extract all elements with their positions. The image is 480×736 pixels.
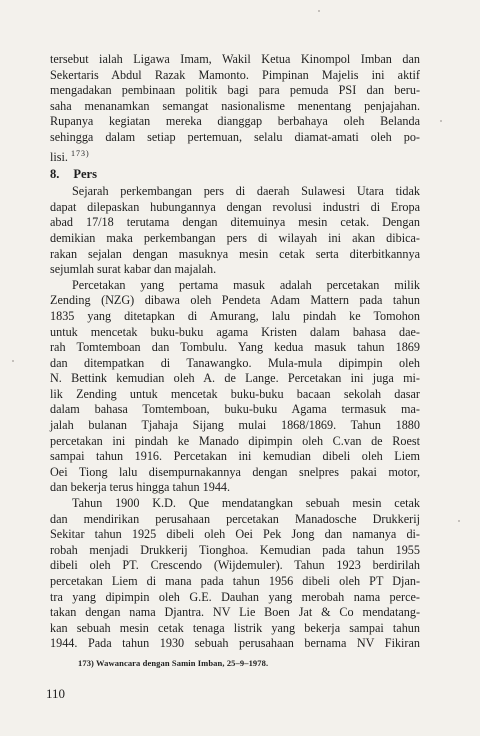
text-fragment: lisi. [50, 149, 68, 164]
text-line: Rupanya kegiatan mereka dianggap berbahaya oleh Belanda [50, 114, 420, 129]
text-line: rah Tomtemboan dan Tombulu. Yang kedua masuk tahun 1869 [50, 340, 420, 355]
text-line: dan mendirikan perusahaan percetakan Manadosche Drukkerij [50, 511, 420, 526]
text-line: tersebut ialah Ligawa Imam, Wakil Ketua Kinompol Imban dan [50, 52, 420, 66]
text-line-with-footnote [50, 146, 420, 166]
text-line: Percetakan yang pertama masuk adalah percetakan milik [72, 277, 420, 292]
text-line: 1835 yang ditetapkan di Amurang, lalu pindah ke Tomohon [50, 308, 420, 323]
scan-speck [458, 520, 460, 522]
text-line: Sekitar tahun 1925 dibeli oleh Oei Pek Jong dan namanya di- [50, 527, 420, 542]
scan-speck [440, 120, 442, 122]
text-line: percetakan Liem di mana pada tahun 1956 dibeli oleh PT Djan- [50, 574, 420, 588]
page-number: 110 [46, 686, 66, 701]
text-line: untuk mencetak buku-buku agama Kristen dalam bahasa dae- [50, 324, 420, 339]
text-line: Sejarah perkembangan pers di daerah Sulawesi Utara tidak [72, 184, 420, 199]
text-line: percetakan ini pindah ke Manado dipimpin oleh C.van de Roest [50, 433, 420, 448]
scan-speck [12, 360, 14, 362]
text-line: kan sebuah mesin cetak tenaga listrik yang bekerja sampai tahun [50, 620, 420, 635]
text-line: saha menanamkan semangat nasionalisme menentang penjajahan. [50, 98, 420, 113]
scan-speck [318, 10, 320, 12]
text-line: sehingga dalam setiap pertemuan, selalu diamat-amati oleh po- [50, 129, 420, 144]
text-line: tra yang dipimpin oleh G.E. Dauhan yang merobah nama perce- [50, 589, 420, 604]
paragraph-3 [50, 496, 420, 652]
text-line: dan bekerja terus hingga tahun 1944. [50, 480, 231, 495]
text-line: robah menjadi Drukkerij Tionghoa. Kemudian pada tahun 1955 [50, 542, 420, 557]
text-line: takan dengan nama Djantra. NV Lie Boen Jat & Co mendatang- [50, 605, 420, 620]
text-line: dalam bahasa Tomtemboan, buku-buku Agama termasuk ma- [50, 402, 420, 417]
paragraph-1 [50, 184, 420, 278]
text-line: dibeli oleh PT. Crescendo (Wijdemuler). Tahun 1923 berdirilah [50, 558, 420, 573]
section-title: Pers [73, 167, 97, 182]
section-heading [50, 167, 420, 182]
footnote-reference: 173) [71, 148, 90, 158]
text-line: sejumlah surat kabar dan majalah. [50, 262, 217, 277]
text-line: Sekertaris Abdul Razak Mamonto. Pimpinan Majelis ini aktif [50, 67, 420, 82]
text-line: lik Zending untuk mencetak buku-buku bacaan sekolah dasar [50, 386, 420, 401]
text-line: 1944. Pada tahun 1930 sebuah perusahaan bernama NV Fikiran [50, 636, 420, 651]
page-body [50, 52, 420, 652]
text-line: dapat dilepaskan hubungannya dengan revolusi industri di Eropa [50, 199, 420, 214]
intro-paragraph [50, 52, 420, 165]
footnote: 173) Wawancara dengan Samin Imban, 25–9–1978. [78, 658, 269, 668]
text-line: Zending (NZG) dibawa oleh Pendeta Adam Mattern pada tahun [50, 293, 420, 308]
text-line: jalah bulanan Tjahaja Sijang mulai 1868/1869. Tahun 1880 [50, 418, 420, 433]
text-line: Tahun 1900 K.D. Que mendatangkan sebuah mesin cetak [72, 496, 420, 511]
text-line: abad 17/18 terutama dengan ditemuinya mesin cetak. Dengan [50, 215, 420, 230]
paragraph-2 [50, 278, 420, 496]
text-line: dan ditempatkan di Tanawangko. Mula-mula dipimpin oleh [50, 355, 420, 370]
text-line: N. Bettink kemudian oleh A. de Lange. Percetakan ini juga mi- [50, 371, 420, 386]
text-line: mengadakan pembinaan politik bagi para pemuda PSI dan beru- [50, 83, 420, 98]
text-line: demikian maka perkembangan pers di wilayah ini akan dibica- [50, 230, 420, 245]
text-line: Oei Tiong lalu disempurnakannya dengan snelpres pakai motor, [50, 464, 420, 479]
section-number: 8. [50, 167, 60, 182]
text-line: rakan sejalan dengan masuknya mesin cetak serta diterbitkannya [50, 246, 420, 261]
text-line: sampai tahun 1916. Percetakan ini kemudian dibeli oleh Liem [50, 449, 420, 464]
